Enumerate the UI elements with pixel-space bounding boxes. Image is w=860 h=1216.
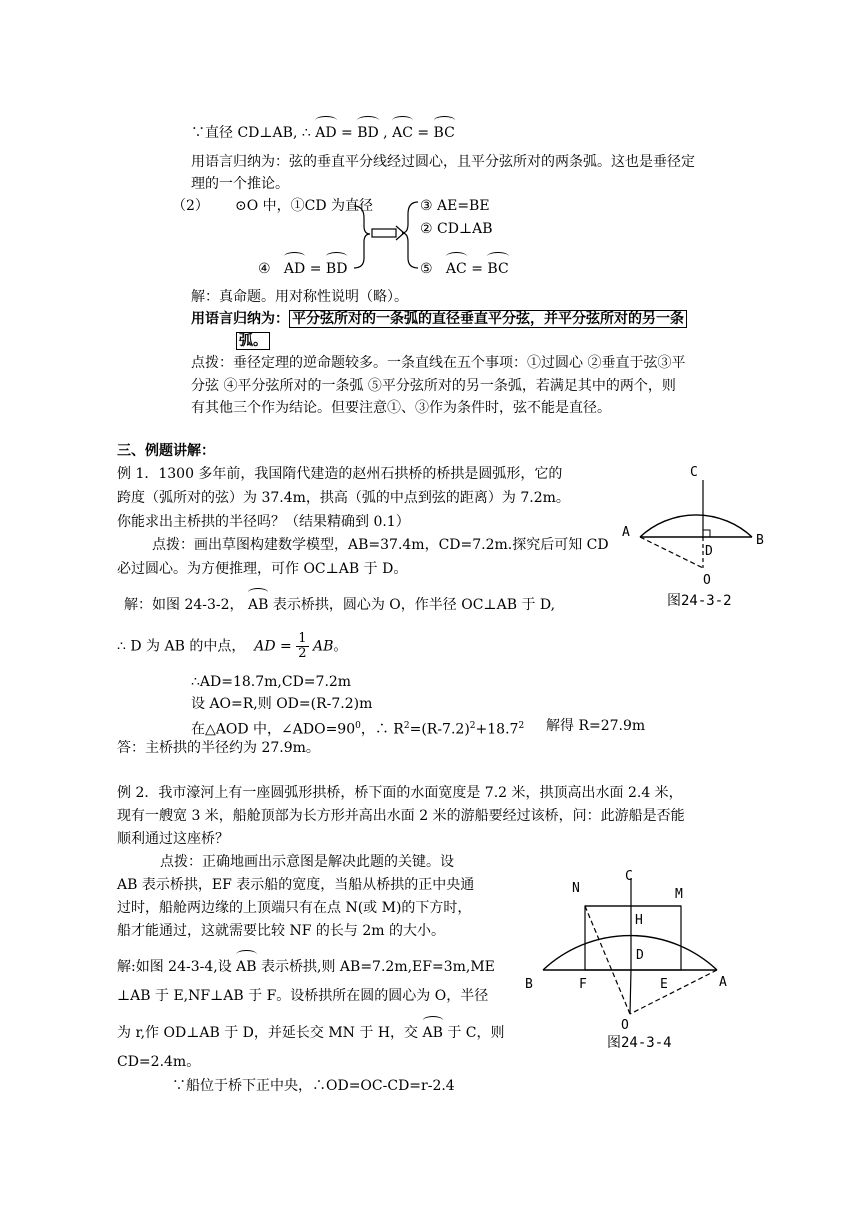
arc-ab: AB (248, 592, 268, 615)
fraction-numerator: 1 (298, 631, 307, 646)
arc-bc: BC (487, 256, 508, 279)
label-f: F (579, 977, 587, 992)
circle-num-4: ④ (258, 261, 271, 277)
bridge-arc (640, 515, 752, 537)
label-d: D (636, 948, 644, 963)
label-h: H (635, 913, 643, 928)
label-c: C (690, 465, 698, 480)
ex2-tip-3: 过时，船舱两边缘的上顶端只有在点 N(或 M)的下方时， (117, 900, 472, 916)
arc-ad: AD (284, 256, 305, 279)
ad-equals: AD = (254, 638, 292, 655)
period: 。 (333, 638, 348, 655)
ex1-tip-2: 必过圆心。为方便推理，可作 OC⊥AB 于 D。 (117, 561, 408, 577)
label-b: B (756, 533, 764, 548)
label-e: E (660, 977, 668, 992)
label-n: N (572, 881, 580, 896)
ex1-step-3 (191, 716, 524, 740)
conclusion-2: ② CD⊥AB (420, 221, 493, 237)
ex2-solution-3 (117, 1020, 505, 1043)
ex2-line-3: 顺利通过这座桥？ (117, 831, 229, 847)
implication-brace (340, 196, 420, 280)
ex1-line-3: 你能求出主桥拱的半径吗？（结果精确到 0.1） (117, 514, 410, 530)
degree-sup: 0 (355, 721, 361, 731)
equals-sign: = (417, 125, 430, 141)
label-a: A (622, 525, 630, 540)
ex1-line-2: 跨度（弧所对的弦）为 37.4m，拱高（弧的中点到弦的距离）为 7.2m。 (117, 490, 570, 506)
label-c: C (625, 869, 633, 884)
summary-2b (236, 331, 270, 351)
boxed-conclusion: 平分弦所对的一条弧的直径垂直平分弦，并平分弦所对的另一条 (289, 310, 687, 328)
step3-d: +18.7 (475, 721, 519, 738)
ex2-solution-2: ⊥AB 于 E,NF⊥AB 于 F。设桥拱所在圆的圆心为 O，半径 (117, 988, 489, 1004)
ex1-step-2: 设 AO=R,则 OD=(R-7.2)m (191, 696, 373, 712)
ex2-tip-1: 点拨：正确地画出示意图是解决此题的关键。设 (160, 854, 454, 870)
ex1-step-1: ∴AD=18.7m,CD=7.2m (191, 674, 352, 690)
fraction-half (296, 632, 308, 661)
label-m: M (675, 887, 683, 902)
arc-bd: BD (357, 120, 379, 143)
given-2 (258, 256, 347, 279)
arc-bc: BC (434, 120, 455, 143)
figure-24-3-2 (610, 458, 790, 618)
label-d: D (705, 544, 713, 559)
line-ao (640, 537, 703, 568)
fraction-denominator: 2 (298, 646, 307, 661)
boat-cabin (585, 906, 681, 970)
solution-3-suffix: 于 C，则 (447, 1025, 505, 1041)
tip-b: 分弦 ④平分弦所对的一条弧 ⑤平分弦所对的另一条弧，若满足其中的两个，则 (191, 378, 676, 394)
tip-c: 有其他三个作为结论。但要注意①、③作为条件时，弦不能是直径。 (191, 400, 611, 416)
comma: , (383, 125, 388, 141)
midpoint-text: ∴ D 为 AB 的中点， (117, 638, 246, 655)
label-o: O (703, 573, 711, 588)
ex1-answer: 答：主桥拱的半径约为 27.9m。 (117, 740, 320, 756)
label-b: B (525, 977, 533, 992)
step3-c: =(R-7.2) (409, 721, 470, 738)
tip-a: 点拨：垂径定理的逆命题较多。一条直线在五个事项：①过圆心 ②垂直于弦③平 (191, 355, 686, 371)
step3-a: 在△AOD 中，∠ADO=90 (191, 721, 356, 738)
ex1-midpoint (117, 632, 347, 661)
summary-2a (191, 309, 687, 329)
ex2-solution-4: CD=2.4m。 (117, 1054, 201, 1070)
figure-24-3-4 (515, 862, 735, 1054)
line-no (585, 906, 630, 1014)
ex2-line-2: 现有一艘宽 3 米，船舱顶部为长方形并高出水面 2 米的游船要经过该桥，问：此游船是否能 (117, 808, 685, 824)
square-sup: 2 (518, 721, 525, 731)
line-do (630, 970, 631, 1014)
step3-b: ，∴ R (360, 721, 404, 738)
circle-num-5: ⑤ (420, 261, 433, 277)
conclusion-5 (420, 256, 509, 279)
arc-ac: AC (446, 256, 467, 279)
summary-label: 用语言归纳为： (191, 311, 289, 327)
boxed-conclusion-end: 弧。 (236, 332, 270, 350)
arc-ad: AD (315, 120, 336, 143)
ex2-tip-2: AB 表示桥拱，EF 表示船的宽度，当船从桥拱的正中央通 (117, 877, 475, 893)
ex1-line-1: 例 1．1300 多年前，我国隋代建造的赵州石拱桥的桥拱是圆弧形，它的 (117, 466, 563, 482)
arc-bd: BD (326, 256, 348, 279)
solution-suffix: 表示桥拱，圆心为 O，作半径 OC⊥AB 于 D, (272, 597, 556, 613)
equals-sign: = (309, 261, 322, 277)
bridge-arc (543, 936, 717, 970)
given-text: ∵直径 CD⊥AB, ∴ (191, 125, 311, 141)
figure-caption: 图24-3-2 (667, 593, 732, 609)
arc-ab: AB (423, 1020, 443, 1043)
ex1-tip-1: 点拨：画出草图构建数学模型，AB=37.4m，CD=7.2m.探究后可知 CD (152, 537, 609, 553)
given-1: ⊙O 中，①CD 为直径 (235, 198, 374, 214)
section-title: 三、例题讲解： (117, 443, 215, 459)
conclusion-3: ③ AE=BE (420, 198, 490, 214)
solution-prefix: 解：如图 24-3-2， (124, 597, 244, 613)
corollary-line (191, 120, 455, 143)
arc-ac: AC (392, 120, 413, 143)
summary-1a: 用语言归纳为：弦的垂直平分线经过圆心，且平分弦所对的两条弧。这也是垂径定 (191, 154, 695, 170)
solution-suffix: 表示桥拱,则 AB=7.2m,EF=3m,ME (261, 959, 495, 975)
label-o: O (621, 1018, 629, 1033)
ex1-solution-1 (124, 592, 555, 615)
square-sup: 2 (469, 721, 476, 731)
equals-sign: = (341, 125, 353, 141)
prop-number: （2） (172, 198, 209, 214)
ab-term: AB (312, 638, 334, 655)
arc-ab: AB (236, 954, 256, 977)
prop-answer: 解：真命题。用对称性说明（略）。 (191, 289, 408, 305)
ex2-tip-4: 船才能通过，这就需要比较 NF 的长与 2m 的大小。 (117, 923, 445, 939)
right-angle-mark (703, 530, 710, 537)
figure-caption: 图24-3-4 (607, 1035, 672, 1051)
solution-prefix: 解:如图 24-3-4,设 (117, 959, 232, 975)
equals-sign: = (471, 261, 483, 277)
line-ao (630, 970, 717, 1014)
solution-3-prefix: 为 r,作 OD⊥AB 于 D，并延长交 MN 于 H，交 (117, 1025, 419, 1041)
summary-1b: 理的一个推论。 (191, 176, 289, 192)
ex2-solution-1 (117, 954, 495, 977)
label-a: A (719, 975, 727, 990)
ex2-solution-5: ∵船位于桥下正中央，∴OD=OC-CD=r-2.4 (172, 1078, 455, 1094)
ex2-line-1: 例 2．我市濠河上有一座圆弧形拱桥，桥下面的水面宽度是 7.2 米，拱顶高出水面 2.4 米， (117, 785, 683, 801)
ex1-result: 解得 R=27.9m (546, 718, 646, 734)
square-sup: 2 (403, 721, 410, 731)
